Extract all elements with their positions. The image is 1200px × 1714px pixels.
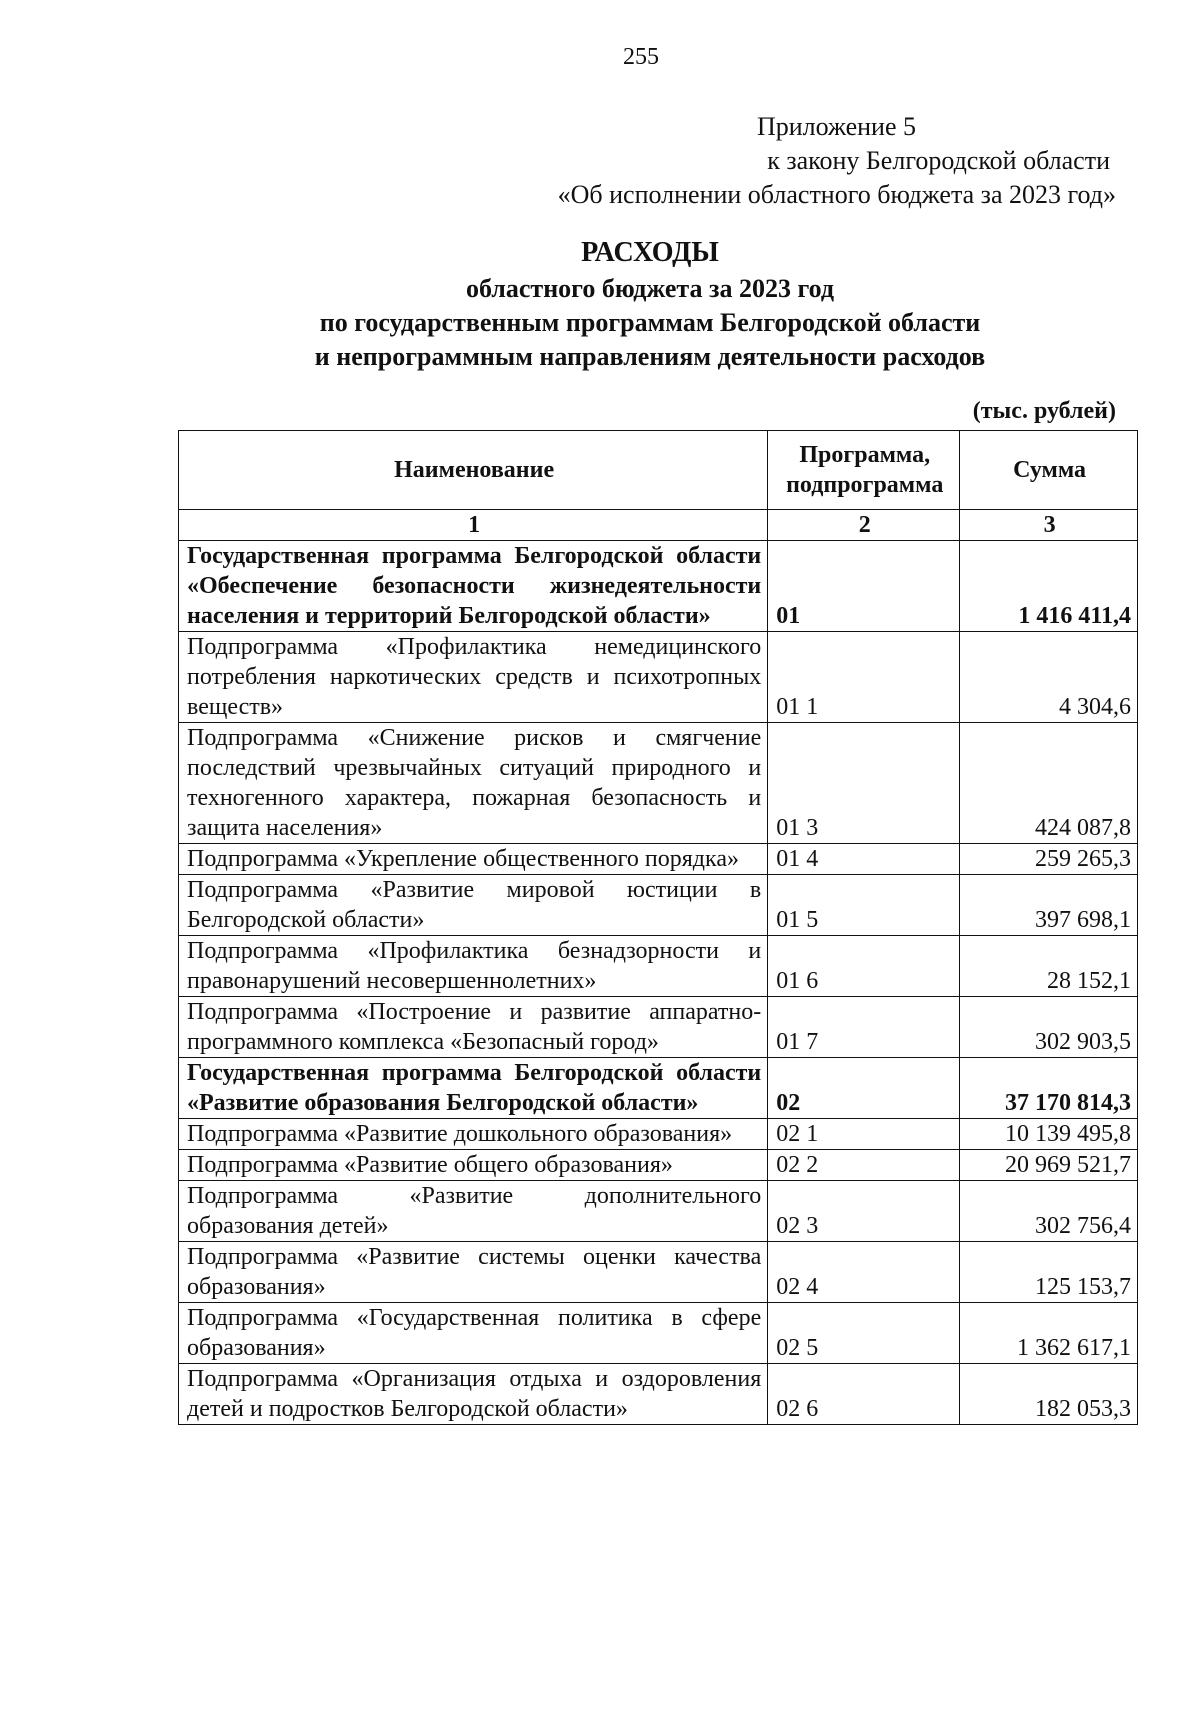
row-sum: 424 087,8 [960, 723, 1138, 844]
row-name: Подпрограмма «Развитие дополнительного образования детей» [179, 1181, 768, 1242]
row-code: 02 5 [768, 1303, 960, 1364]
row-name: Подпрограмма «Профилактика безнадзорности и правонарушений несовершеннолетних» [179, 936, 768, 997]
row-code: 02 4 [768, 1242, 960, 1303]
row-sum: 302 756,4 [960, 1181, 1138, 1242]
page-number: 255 [623, 44, 659, 70]
row-code: 02 3 [768, 1181, 960, 1242]
row-name: Подпрограмма «Развитие дошкольного образования» [179, 1119, 768, 1150]
subprogram-row [179, 1242, 1138, 1303]
row-sum: 37 170 814,3 [960, 1058, 1138, 1119]
row-code: 01 1 [768, 632, 960, 723]
row-sum: 20 969 521,7 [960, 1150, 1138, 1181]
row-name: Государственная программа Белгородской области «Обеспечение безопасности жизнедеятельности населения и территорий Белгородской области» [179, 541, 768, 632]
row-sum: 4 304,6 [960, 632, 1138, 723]
row-code: 02 [768, 1058, 960, 1119]
column-number-1: 1 [179, 510, 768, 541]
table-body [179, 541, 1138, 1425]
subprogram-row [179, 1364, 1138, 1425]
title-line-3: по государственным программам Белгородской области [319, 308, 981, 337]
row-sum: 182 053,3 [960, 1364, 1138, 1425]
title-line-4: и непрограммным направлениям деятельности расходов [314, 342, 986, 371]
row-sum: 125 153,7 [960, 1242, 1138, 1303]
row-sum: 1 416 411,4 [960, 541, 1138, 632]
header-sum: Сумма [960, 431, 1138, 510]
row-name: Подпрограмма «Профилактика немедицинского потребления наркотических средств и психотропных веществ» [179, 632, 768, 723]
row-code: 01 3 [768, 723, 960, 844]
row-code: 02 2 [768, 1150, 960, 1181]
subprogram-row [179, 1150, 1138, 1181]
annex-line-3: «Об исполнении областного бюджета за 2023 год» [557, 180, 1116, 209]
column-number-2: 2 [768, 510, 960, 541]
row-code: 01 6 [768, 936, 960, 997]
row-sum: 397 698,1 [960, 875, 1138, 936]
subprogram-row [179, 1119, 1138, 1150]
row-sum: 10 139 495,8 [960, 1119, 1138, 1150]
row-name: Подпрограмма «Организация отдыха и оздоровления детей и подростков Белгородской области» [179, 1364, 768, 1425]
row-sum: 1 362 617,1 [960, 1303, 1138, 1364]
row-name: Государственная программа Белгородской области «Развитие образования Белгородской области» [179, 1058, 768, 1119]
subprogram-row [179, 997, 1138, 1058]
header-program: Программа, подпрограмма [768, 431, 960, 510]
row-name: Подпрограмма «Развитие мировой юстиции в Белгородской области» [179, 875, 768, 936]
row-code: 01 4 [768, 844, 960, 875]
row-name: Подпрограмма «Снижение рисков и смягчение последствий чрезвычайных ситуаций природного и техногенного характера, пожарная безопасность и защита населения» [179, 723, 768, 844]
annex-line-1: Приложение 5 [756, 112, 916, 141]
row-name: Подпрограмма «Развитие системы оценки качества образования» [179, 1242, 768, 1303]
subprogram-row [179, 632, 1138, 723]
row-name: Подпрограмма «Развитие общего образования» [179, 1150, 768, 1181]
units-label: (тыс. рублей) [972, 398, 1116, 424]
row-code: 02 6 [768, 1364, 960, 1425]
subprogram-row [179, 1181, 1138, 1242]
subprogram-row [179, 844, 1138, 875]
expenses-table [178, 430, 1138, 1425]
row-code: 01 5 [768, 875, 960, 936]
subprogram-row [179, 936, 1138, 997]
program-row [179, 541, 1138, 632]
row-sum: 259 265,3 [960, 844, 1138, 875]
title-main: РАСХОДЫ [581, 237, 719, 268]
row-name: Подпрограмма «Построение и развитие аппаратно-программного комплекса «Безопасный город» [179, 997, 768, 1058]
subprogram-row [179, 1303, 1138, 1364]
program-row [179, 1058, 1138, 1119]
row-sum: 28 152,1 [960, 936, 1138, 997]
row-sum: 302 903,5 [960, 997, 1138, 1058]
annex-block [416, 110, 1116, 212]
row-code: 01 7 [768, 997, 960, 1058]
subprogram-row [179, 723, 1138, 844]
row-code: 01 [768, 541, 960, 632]
document-title [150, 236, 1150, 374]
row-code: 02 1 [768, 1119, 960, 1150]
row-name: Подпрограмма «Укрепление общественного порядка» [179, 844, 768, 875]
table-header-row [179, 431, 1138, 510]
header-name: Наименование [179, 431, 768, 510]
column-number-row [179, 510, 1138, 541]
title-line-2: областного бюджета за 2023 год [465, 274, 835, 303]
row-name: Подпрограмма «Государственная политика в сфере образования» [179, 1303, 768, 1364]
column-number-3: 3 [960, 510, 1138, 541]
annex-line-2: к закону Белгородской области [767, 146, 1110, 175]
subprogram-row [179, 875, 1138, 936]
